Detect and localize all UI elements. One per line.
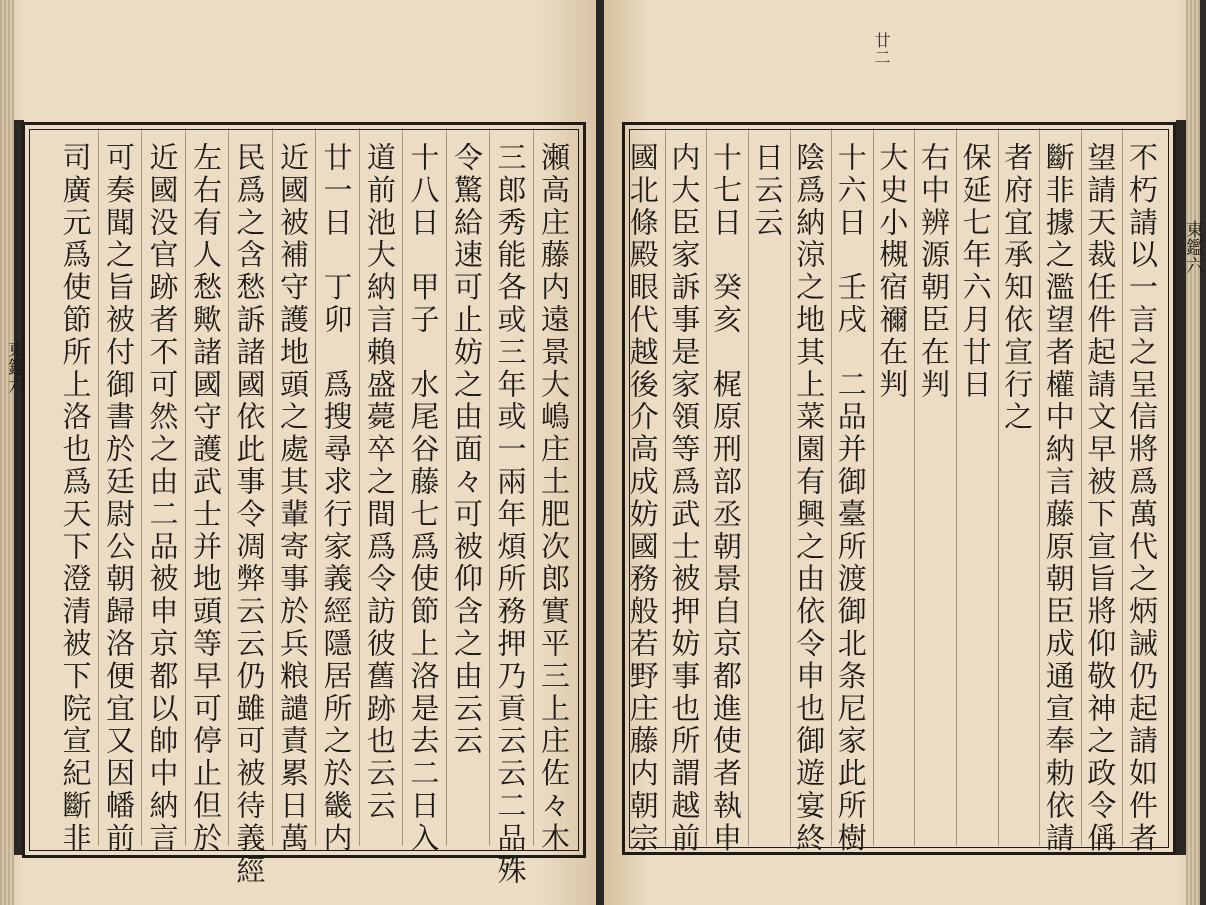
left-column-rule xyxy=(272,128,273,846)
right-column-rule xyxy=(790,128,791,846)
left-column: 令驚給速可止妨之由面々可被仰含之由云云 xyxy=(450,142,484,758)
right-column: 日云云 xyxy=(750,142,785,240)
right-column-rule xyxy=(914,128,915,846)
book-gutter xyxy=(596,0,604,905)
left-column: 左右有人愁歟諸國守護武士并地頭等早可停止但於 xyxy=(189,142,223,855)
left-column-rule xyxy=(98,128,99,846)
right-column-rule xyxy=(1122,128,1123,846)
left-column: 可奏聞之旨被付御書於廷尉公朝歸洛便宜又因幡前 xyxy=(102,142,136,855)
right-column: 望請天裁任件起請文早被下宣旨將仰敬神之政令偁 xyxy=(1083,142,1118,855)
edge-title-left: 東鑑六 xyxy=(5,340,26,394)
right-column: 斷非據之濫望者權中納言藤原朝臣成通宣奉勅依請 xyxy=(1041,142,1076,855)
left-column: 近國被補守護地頭之處其輩寄事於兵粮譴責累日萬 xyxy=(276,142,310,855)
left-column: 三郎秀能各或三年或一兩年煩所務押乃貢云云二品殊 xyxy=(493,142,528,888)
left-page-edges xyxy=(0,0,14,905)
right-column-rule xyxy=(831,128,832,846)
right-column-rule xyxy=(956,128,957,846)
left-column: 近國没官跡者不可然之由二品被申京都以帥中納言 xyxy=(145,142,180,855)
right-column-rule xyxy=(748,128,749,846)
right-column: 陰爲納涼之地其上菜園有興之由依令申也御遊宴終 xyxy=(792,142,827,855)
right-column: 國北條殿眼代越後介高成妨國務般若野庄藤内朝宗 xyxy=(625,142,660,855)
left-column-rule xyxy=(402,128,403,846)
left-column: 民爲之含愁訴諸國依此事令凋弊云云仍雖可被待義經 xyxy=(232,142,267,888)
left-column-rule xyxy=(533,128,534,846)
left-column-rule xyxy=(315,128,316,846)
right-page-edges xyxy=(1186,0,1200,905)
right-column: 保延七年六月廿日 xyxy=(958,142,993,402)
right-column-rule xyxy=(665,128,666,846)
left-column-rule xyxy=(359,128,360,846)
right-column-rule xyxy=(998,128,999,846)
right-column-rule xyxy=(1039,128,1040,846)
right-column: 十七日 癸亥 梶原刑部丞朝景自京都進使者執申 xyxy=(709,142,743,855)
left-column: 廿一日 丁卯 爲搜尋求行家義經隱居所之於畿内 xyxy=(319,142,354,855)
right-column: 十六日 壬戌 二品并御臺所渡御北条尼家此所樹 xyxy=(833,142,868,855)
left-column: 十八日 甲子 水尾谷藤七爲使節上洛是去二日入 xyxy=(406,142,441,855)
left-column-rule xyxy=(446,128,447,846)
right-column-rule xyxy=(1081,128,1082,846)
edge-title-right: 東鑑六 xyxy=(1183,220,1204,274)
left-column-rule xyxy=(489,128,490,846)
right-column: 者府宜承知依宣行之 xyxy=(1000,142,1035,434)
right-column-rule xyxy=(873,128,874,846)
right-column: 内大臣家訴事是家領等爲武士被押妨事也所謂越前 xyxy=(667,142,702,855)
left-column: 瀬高庄藤内遠景大嶋庄土肥次郎實平三上庄佐々木 xyxy=(537,142,571,855)
left-column: 道前池大納言賴盛薨卒之間爲令訪彼舊跡也云云 xyxy=(363,142,397,823)
left-column-rule xyxy=(141,128,142,846)
left-column-rule xyxy=(228,128,229,846)
right-column-rule xyxy=(706,128,707,846)
left-column-rule xyxy=(185,128,186,846)
folio-mark: 廿二 xyxy=(872,32,891,66)
right-column: 不朽請以一言之呈信將爲萬代之炳誡仍起請如件者 xyxy=(1125,142,1159,855)
right-column: 大史小槻宿禰在判 xyxy=(875,142,910,402)
right-column: 右中辨源朝臣在判 xyxy=(917,142,951,402)
left-column: 司廣元爲使節所上洛也爲天下澄清被下院宣紀斷非 xyxy=(58,142,93,855)
